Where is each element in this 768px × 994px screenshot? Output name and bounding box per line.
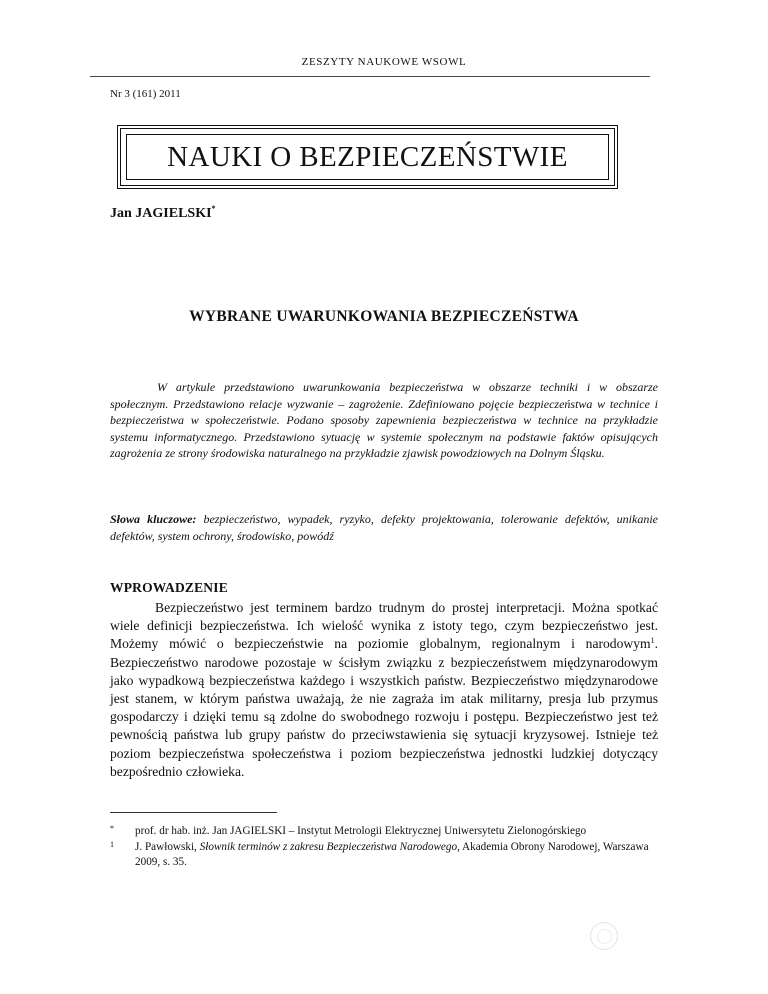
footnote-text-plain: J. Pawłowski, [135,840,200,853]
journal-header: ZESZYTY NAUKOWE WSOWL [301,56,467,68]
article-title: WYBRANE UWARUNKOWANIA BEZPIECZEŃSTWA [189,308,579,325]
intro-paragraph [110,599,658,781]
author-name: Jan JAGIELSKI [110,206,212,221]
footnote-mark: * [110,824,114,833]
footnote-text: prof. dr hab. inż. Jan JAGIELSKI – Instytut Metrologii Elektrycznej Uniwersytetu Zielonogórskiego [135,825,587,837]
author-footnote-mark[interactable]: * [211,204,216,213]
section-box [117,125,618,189]
footnote-author [110,824,658,840]
section-box-inner [126,134,609,180]
section-title: NAUKI O BEZPIECZEŃSTWIE [167,140,568,173]
header-rule [90,76,650,77]
keywords [110,511,658,544]
footnote-book-title: Słownik terminów z zakresu Bezpieczeństwa Narodowego [199,840,458,853]
abstract: W artykule przedstawiono uwarunkowania bezpieczeństwa w obszarze techniki i w obszarze społecznym. Przedstawiono relacje wyzwanie – zagrożenie. Zdefiniowano pojęcie bezpieczeństwa w technice i bezpieczeństwa w społeczeństwie. Podano sposoby zapewnienia bezpieczeństwa w technice na przykładzie systemu informatycznego. Przedstawiono sytuację w systemie społecznym na podstawie faktów opisujących zagrożenia ze strony środowiska naturalnego na przykładzie zjawisk powodziowych na Dolnym Śląsku. [110,380,658,461]
footnote-1 [110,840,658,871]
intro-text-part1: Bezpieczeństwo jest terminem bardzo trudnym do prostej interpretacji. Można spotkać wiele definicji bezpieczeństwa. Ich wielość wynika z istoty tego, czym bezpieczeństwo jest. Możemy mówić o bezpieczeństwie na poziomie globalnym, regionalnym i narodowym [110,600,658,652]
footnotes [110,824,658,871]
footnote-mark: 1 [110,839,114,849]
intro-heading: WPROWADZENIE [110,580,228,595]
footnote-ref-1[interactable]: 1 [650,636,655,646]
keywords-text: bezpieczeństwo, wypadek, ryzyko, defekty projektowania, tolerowanie defektów, unikanie defektów, system ochrony, środowisko, powódź [110,512,658,543]
issue-number: Nr 3 (161) 2011 [110,88,181,100]
footnote-rule [110,812,277,813]
footnote-text-after: , Akademia Obrony Narodowej, Warszawa 2009, s. 35. [135,840,649,868]
author [110,206,216,222]
intro-text-part2: . Bezpieczeństwo narodowe pozostaje w ścisłym związku z bezpieczeństwem międzynarodowym jako wypadkową bezpieczeństwa każdego i wszystkich państw. Bezpieczeństwo międzynarodowe jest stanem, w którym państwa uważają, że nie zagraża im atak militarny, presja lub przymus gospodarczy i dzięki temu są zdolne do swobodnego rozwoju i postępu. Bezpieczeństwo jest też pewnością państwa lub grupy państw do przeciwstawienia się sytuacji kryzysowej. Istnieje też poziom bezpieczeństwa społeczeństwa i poziom bezpieczeństwa jednostki ludzkiej dotyczący bezpośrednio człowieka. [110,636,658,779]
keywords-label: Słowa kluczowe: [110,512,197,526]
watermark-logo-icon [590,922,618,950]
